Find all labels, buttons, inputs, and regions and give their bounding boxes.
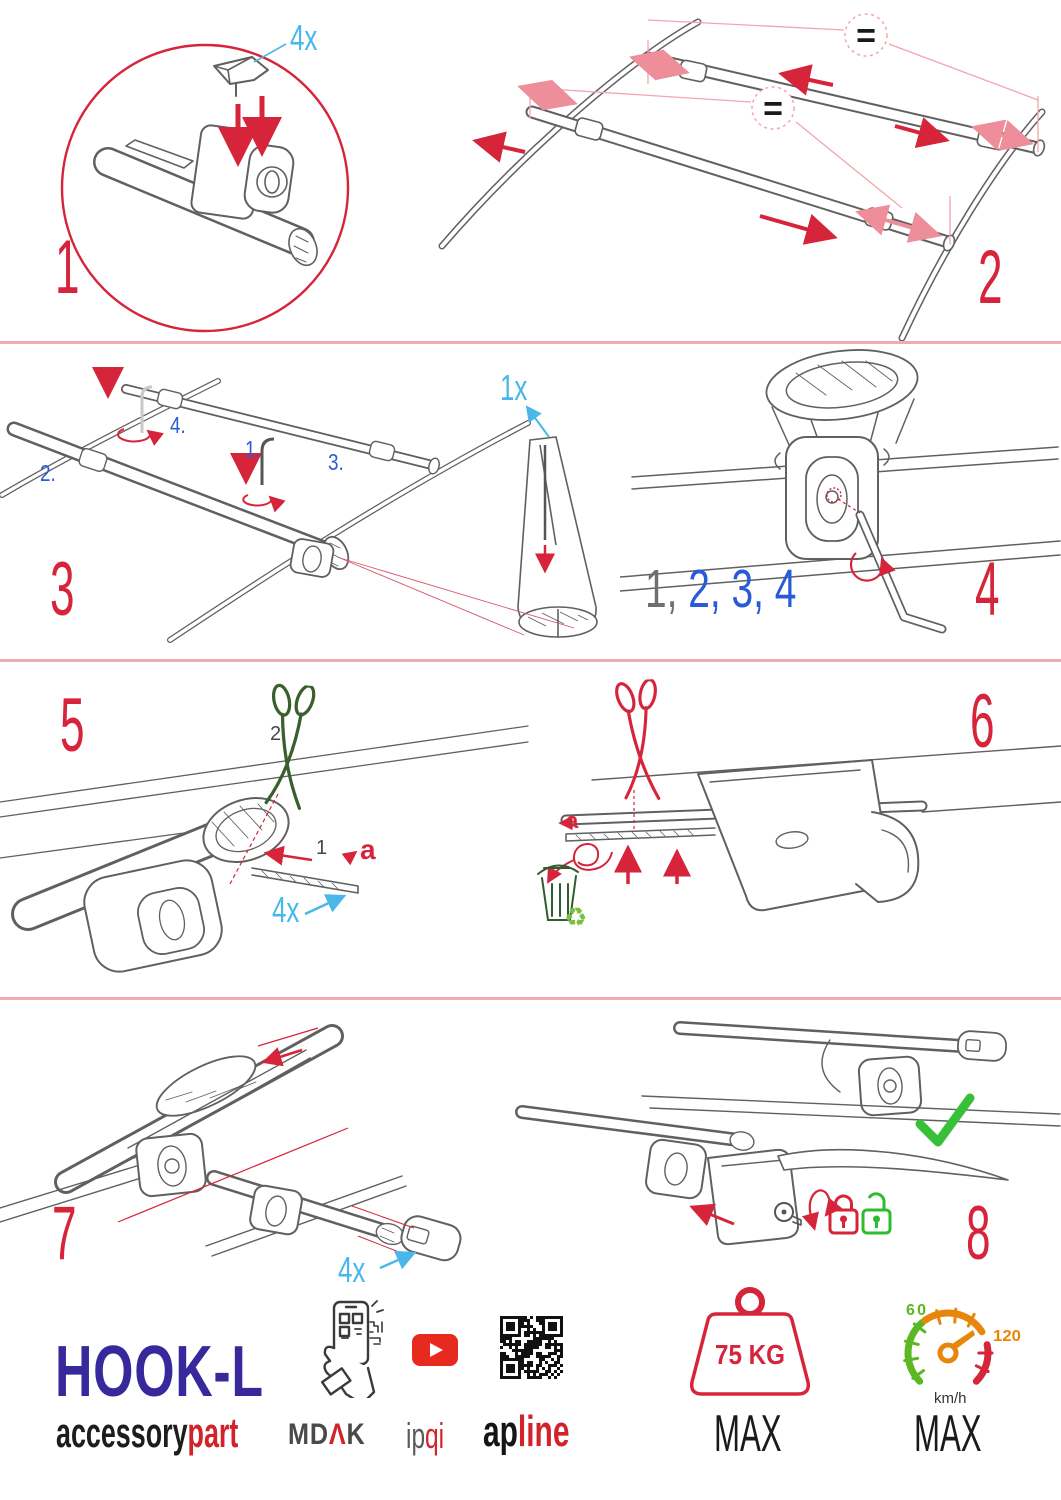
step3-part-label-2: 2. [40,460,56,486]
step3-number: 3 [50,547,75,632]
qty-pointer-line [380,1253,414,1268]
scissors-icon [613,678,664,801]
logo-ipqi: ipqi [406,1415,445,1456]
section-divider [0,341,1061,344]
step3-part-label-4: 4. [170,412,186,438]
qr-code-icon [500,1316,563,1379]
svg-text:120: 120 [993,1328,1022,1345]
fixing-bracket-part [214,57,268,96]
step1-number: 1 [55,225,80,310]
equal-badge [752,87,794,129]
scissors-icon [259,680,318,809]
svg-text:60: 60 [906,1302,926,1319]
equal-badge [845,14,887,56]
step5-ref-letter: a [360,834,376,865]
svg-text:=: = [763,90,783,128]
padlock-unlocked-icon [863,1194,890,1233]
step6-ref-letter: a [566,808,579,833]
svg-text:75 KG: 75 KG [715,1339,785,1370]
max-load-label: MAX [714,1405,782,1463]
logo-apline: apline [483,1407,570,1456]
padlock-locked-icon [830,1196,857,1233]
step3-assembly-illustration [0,345,640,660]
brand-logo: accessorypart [56,1409,239,1456]
logo-mdak: MDΛK [288,1418,366,1451]
step6-number: 6 [970,679,995,764]
step5-cut-label: 2 [270,723,282,745]
recycle-icon: ♻ [564,902,588,932]
step7-number: 7 [52,1191,77,1276]
qty-pointer-line [305,896,344,914]
speedometer-icon [884,1293,1024,1411]
step4-number: 4 [975,547,1000,632]
step2-spacing-illustration [430,0,1061,341]
step5-qty-label: 4x [272,889,300,930]
step7-qty-label: 4x [338,1249,366,1290]
step3-part-label-1: 1. [245,436,261,462]
step3-part-label-3: 3. [328,449,344,475]
step1-qty-label: 4x [290,17,318,58]
bar-cross-section-detail [518,437,597,637]
svg-text:=: = [856,17,876,55]
youtube-icon [412,1334,458,1368]
max-speed-label: MAX [914,1405,982,1463]
step3-qty-label: 1x [500,367,528,408]
step8-number: 8 [966,1191,991,1276]
max-load-icon [676,1284,824,1412]
step5-insert-label: 1 [316,837,328,859]
product-name: HOOK-L [55,1332,264,1412]
phone-scan-icon [316,1298,388,1398]
step4-torque-sequence: 1, 2, 3, 4 [645,559,797,619]
svg-text:km/h: km/h [934,1390,967,1407]
step2-number: 2 [978,235,1003,320]
step5-number: 5 [60,683,85,768]
